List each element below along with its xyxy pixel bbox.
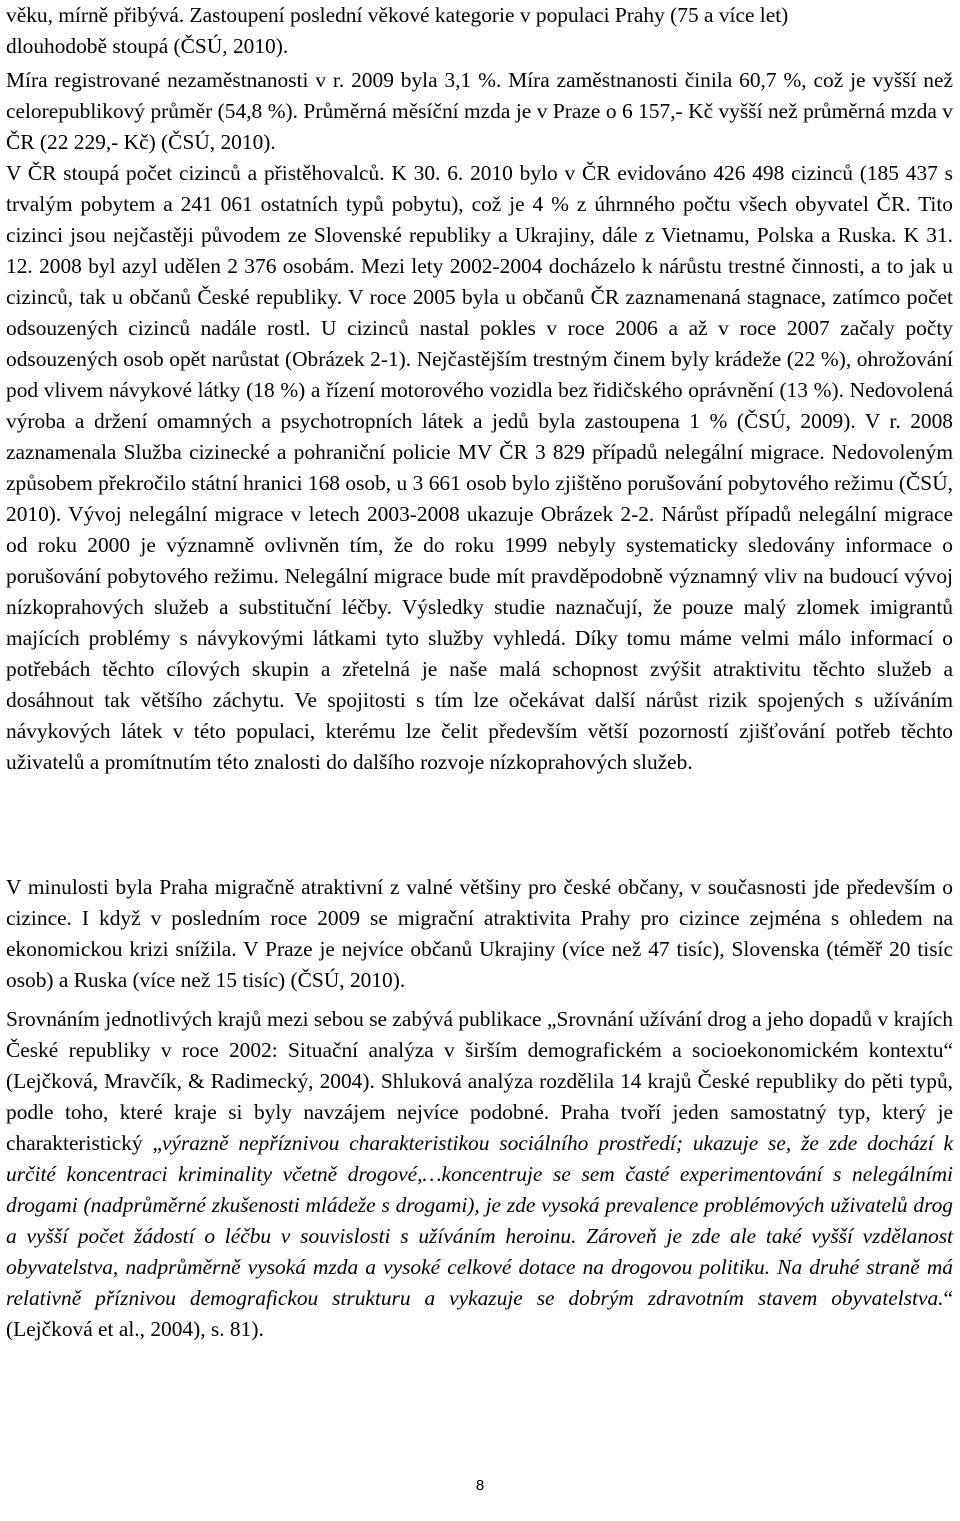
paragraph-unemployment: Míra registrované nezaměstnanosti v r. 2009 byla 3,1 %. Míra zaměstnanosti činila 60,7 %, což je vyšší než celorepublikový průměr (54,8 %). Průměrná měsíční mzda je v Praze o 6 157,- Kč vyšší než průměrná mzda v ČR (22 229,- Kč) (ČSÚ, 2010). (6, 68, 953, 154)
paragraph-foreigners: V ČR stoupá počet cizinců a přistěhovalců. K 30. 6. 2010 bylo v ČR evidováno 426 498 cizinců (185 437 s trvalým pobytem a 241 061 ostatních typů pobytu), což je 4 % z úhrnného počtu všech obyvatel ČR. Tito cizinci jsou nejčastěji původem ze Slovenské republiky a Ukrajiny, dále z Vietnamu, Polska a Ruska. K 31. 12. 2008 byl azyl udělen 2 376 osobám. Mezi lety 2002-2004 docházelo k nárůstu trestné činnosti, a to jak u cizinců, tak u občanů České republiky. V roce 2005 byla u občanů ČR zaznamenaná stagnace, zatímco počet odsouzených cizinců nadále rostl. U cizinců nastal pokles v roce 2006 a až v roce 2007 začaly počty odsouzených osob opět narůstat (Obrázek 2-1). Nejčastějším trestným činem byly krádeže (22 %), ohrožování pod vlivem návykové látky (18 %) a řízení motorového vozidla bez řidičského oprávnění (13 %). Nedovolená výroba a držení omamných a psychotropních látek a jedů byla zastoupena 1 % (ČSÚ, 2009). V r. 2008 zaznamenala Služba cizinecké a pohraniční policie MV ČR 3 829 případů nelegální migrace. Nedovoleným způsobem překročilo státní hranici 168 osob, u 3 661 osob bylo zjištěno porušování pobytového režimu (ČSÚ, 2010). Vývoj nelegální migrace v letech 2003-2008 ukazuje Obrázek 2-2. Nárůst případů nelegální migrace od roku 2000 je významně ovlivněn tím, že do roku 1999 nebyly systematicky sledovány informace o porušování pobytového režimu. Nelegální migrace bude mít pravděpodobně významný vliv na budoucí vývoj nízkoprahových služeb a substituční léčby. Výsledky studie naznačují, že pouze malý zlomek imigrantů majících problémy s návykovými látkami tyto služby vyhledá. Díky tomu máme velmi málo informací o potřebách těchto cílových skupin a zřetelná je naše malá schopnost zvýšit atraktivitu těchto služeb a dosáhnout tak většího záchytu. Ve spojitosti s tím lze očekávat další nárůst rizik spojených s užíváním návykových látek v této populaci, kterému lze čelit především větší pozorností zjišťování potřeb těchto uživatelů a promítnutím této znalosti do dalšího rozvoje nízkoprahových služeb. (6, 161, 953, 774)
citation: “ (Lejčková et al., 2004), s. 81). (6, 1286, 953, 1341)
paragraph-intro: Srovnáním jednotlivých krajů mezi sebou se zabývá publikace „Srovnání užívání drog a jeho dopadů v krajích České republiky v roce 2002: Situační analýza v širším demografickém a socioekonomickém kontextu“ (Lejčková, Mravčík, & Radimecký, 2004). Shluková analýza rozdělila 14 krajů České republiky do pěti typů, podle toho, které kraje si byly navzájem nejvíce podobné. Praha tvoří jeden samostatný typ, který je charakteristický „ (6, 1007, 953, 1155)
paragraph-continuation (6, 0, 953, 62)
text-line: věku, mírně přibývá. Zastoupení poslední věkové kategorie v populaci Prahy (75 a více let) (6, 3, 789, 27)
paragraph-regions (6, 1004, 953, 1345)
text-block-migration (6, 872, 953, 996)
page-number: 8 (475, 1477, 485, 1494)
text-block-regions (6, 1004, 953, 1345)
text-block-main (6, 65, 953, 778)
paragraph-migration: V minulosti byla Praha migračně atraktivní z valné většiny pro české občany, v současnosti jde především o cizince. I když v posledním roce 2009 se migrační atraktivita Prahy pro cizince zejména s ohledem na ekonomickou krizi snížila. V Praze je nejvíce občanů Ukrajiny (více než 47 tisíc), Slovenska (téměř 20 tisíc osob) a Ruska (více než 15 tisíc) (ČSÚ, 2010). (6, 875, 953, 992)
italic-quote: výrazně nepříznivou charakteristikou sociálního prostředí; ukazuje se, že zde dochází k určité koncentraci kriminality včetně drogové,…koncentruje se sem časté experimentování s nelegálními drogami (nadprůměrné zkušenosti mládeže s drogami), je zde vysoká prevalence problémových uživatelů drog a vyšší počet žádostí o léčbu v souvislosti s užíváním heroinu. Zároveň je zde ale také vyšší vzdělanost obyvatelstva, nadprůměrně vysoká mzda a vysoké celkové dotace na drogovou politiku. Na druhé straně má relativně příznivou demografickou strukturu a vykazuje se dobrým zdravotním stavem obyvatelstva. (6, 1131, 954, 1310)
text-line: dlouhodobě stoupá (ČSÚ, 2010). (6, 34, 289, 58)
